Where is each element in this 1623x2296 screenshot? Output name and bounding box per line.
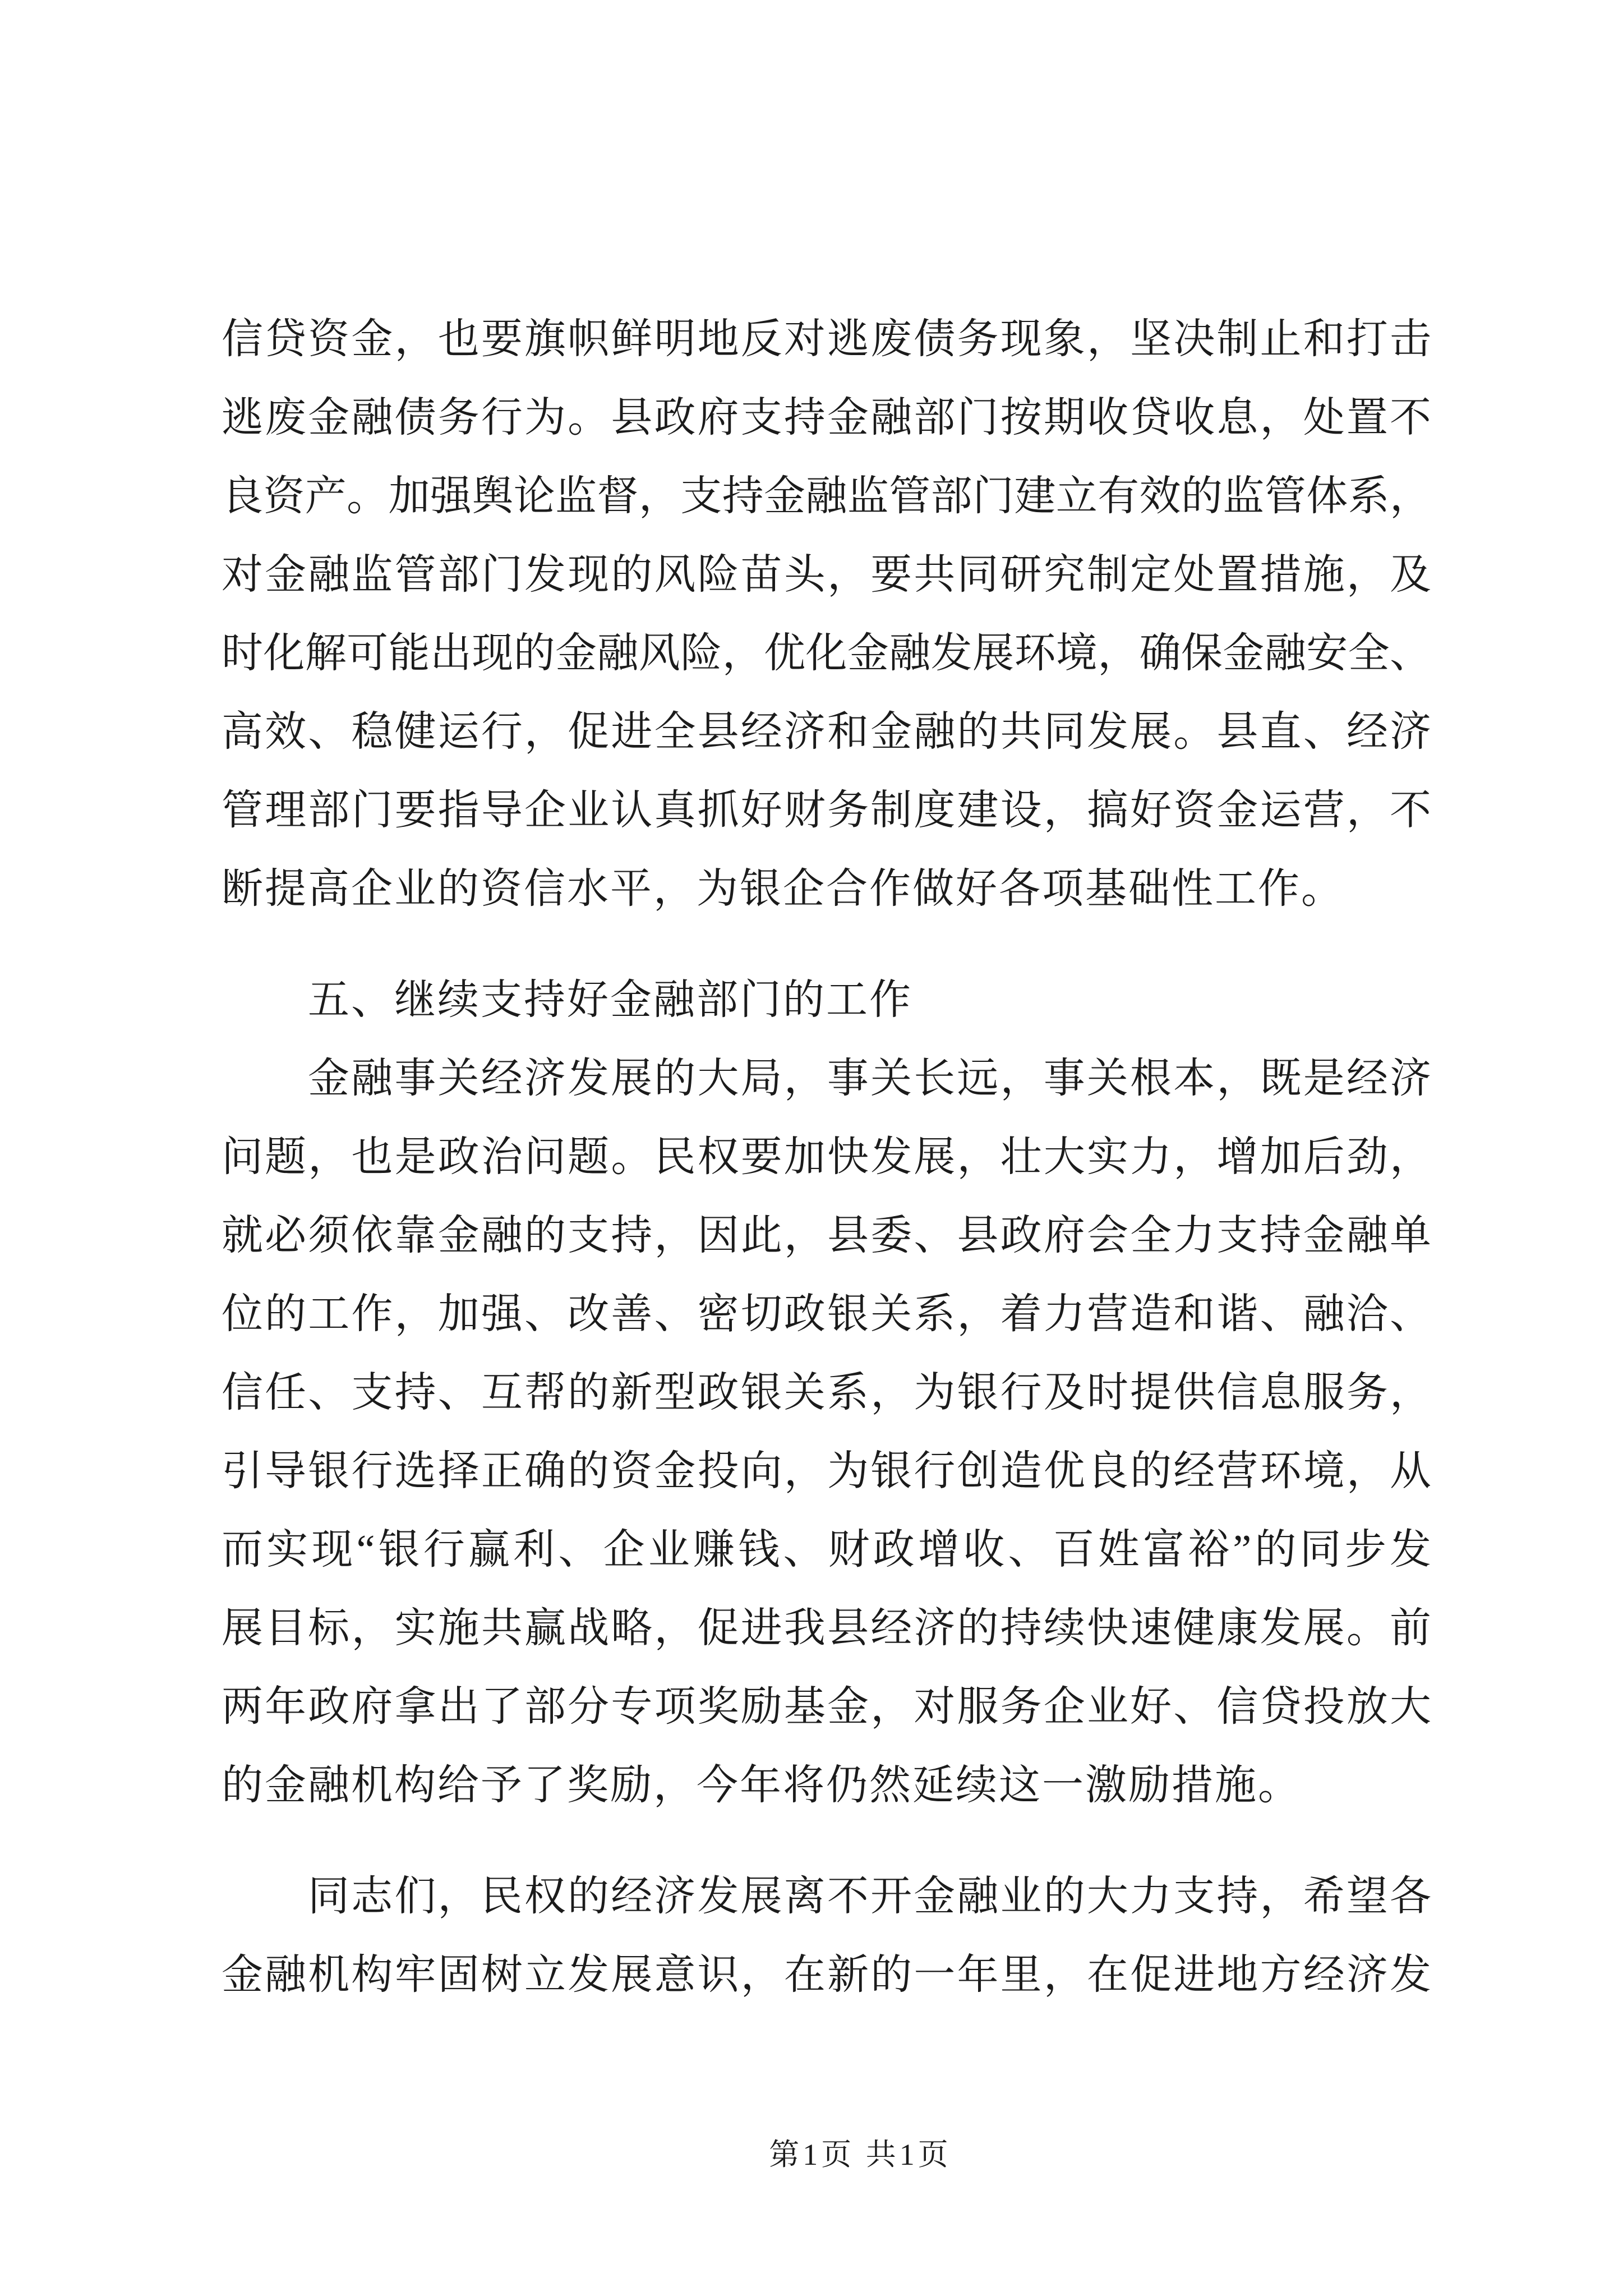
paragraph-line: 金融机构牢固树立发展意识，在新的一年里，在促进地方经济发 <box>222 1952 1431 1998</box>
paragraph <box>222 300 1431 928</box>
paragraph-line: 位的工作，加强、改善、密切政银关系，着力营造和谐、融洽、 <box>222 1291 1431 1337</box>
paragraph-line: 问题，也是政治问题。民权要加快发展，壮大实力，增加后劲， <box>222 1134 1431 1180</box>
paragraph <box>222 1039 1431 1825</box>
paragraph-line: 同志们，民权的经济发展离不开金融业的大力支持，希望各 <box>308 1874 1431 1920</box>
paragraph-line: 引导银行选择正确的资金投向，为银行创造优良的经营环境，从 <box>222 1448 1431 1494</box>
paragraph-line: 断提高企业的资信水平，为银企合作做好各项基础性工作。 <box>222 866 1344 912</box>
paragraph-line: 的金融机构给予了奖励，今年将仍然延续这一激励措施。 <box>222 1763 1301 1809</box>
document-body <box>222 300 1431 2014</box>
paragraph-line: 两年政府拿出了部分专项奖励基金，对服务企业好、信贷投放大 <box>222 1684 1431 1730</box>
paragraph-line: 管理部门要指导企业认真抓好财务制度建设，搞好资金运营，不 <box>222 788 1431 834</box>
paragraph-line: 信任、支持、互帮的新型政银关系，为银行及时提供信息服务， <box>222 1370 1431 1416</box>
page-footer: 第1页 共1页 <box>769 2138 952 2171</box>
paragraph-line: 金融事关经济发展的大局，事关长远，事关根本，既是经济 <box>308 1056 1431 1102</box>
paragraph-line: 展目标，实施共赢战略，促进我县经济的持续快速健康发展。前 <box>222 1605 1431 1651</box>
paragraph-line: 对金融监管部门发现的风险苗头，要共同研究制定处置措施，及 <box>222 552 1431 598</box>
paragraph-line: 良资产。加强舆论监督，支持金融监管部门建立有效的监管体系， <box>222 473 1431 519</box>
paragraph-line: 信贷资金，也要旗帜鲜明地反对逃废债务现象，坚决制止和打击 <box>222 316 1431 362</box>
paragraph-line: 时化解可能出现的金融风险，优化金融发展环境，确保金融安全、 <box>222 631 1431 677</box>
paragraph-line: 逃废金融债务行为。县政府支持金融部门按期收贷收息，处置不 <box>222 395 1431 441</box>
paragraph-line: 而实现“银行赢利、企业赚钱、财政增收、百姓富裕”的同步发 <box>222 1527 1431 1573</box>
paragraph-line: 高效、稳健运行，促进全县经济和金融的共同发展。县直、经济 <box>222 709 1431 755</box>
paragraph <box>222 1857 1431 2014</box>
paragraph-line: 就必须依靠金融的支持，因此，县委、县政府会全力支持金融单 <box>222 1213 1431 1259</box>
section-heading-block <box>222 961 1431 1039</box>
section-heading: 五、继续支持好金融部门的工作 <box>308 977 912 1023</box>
